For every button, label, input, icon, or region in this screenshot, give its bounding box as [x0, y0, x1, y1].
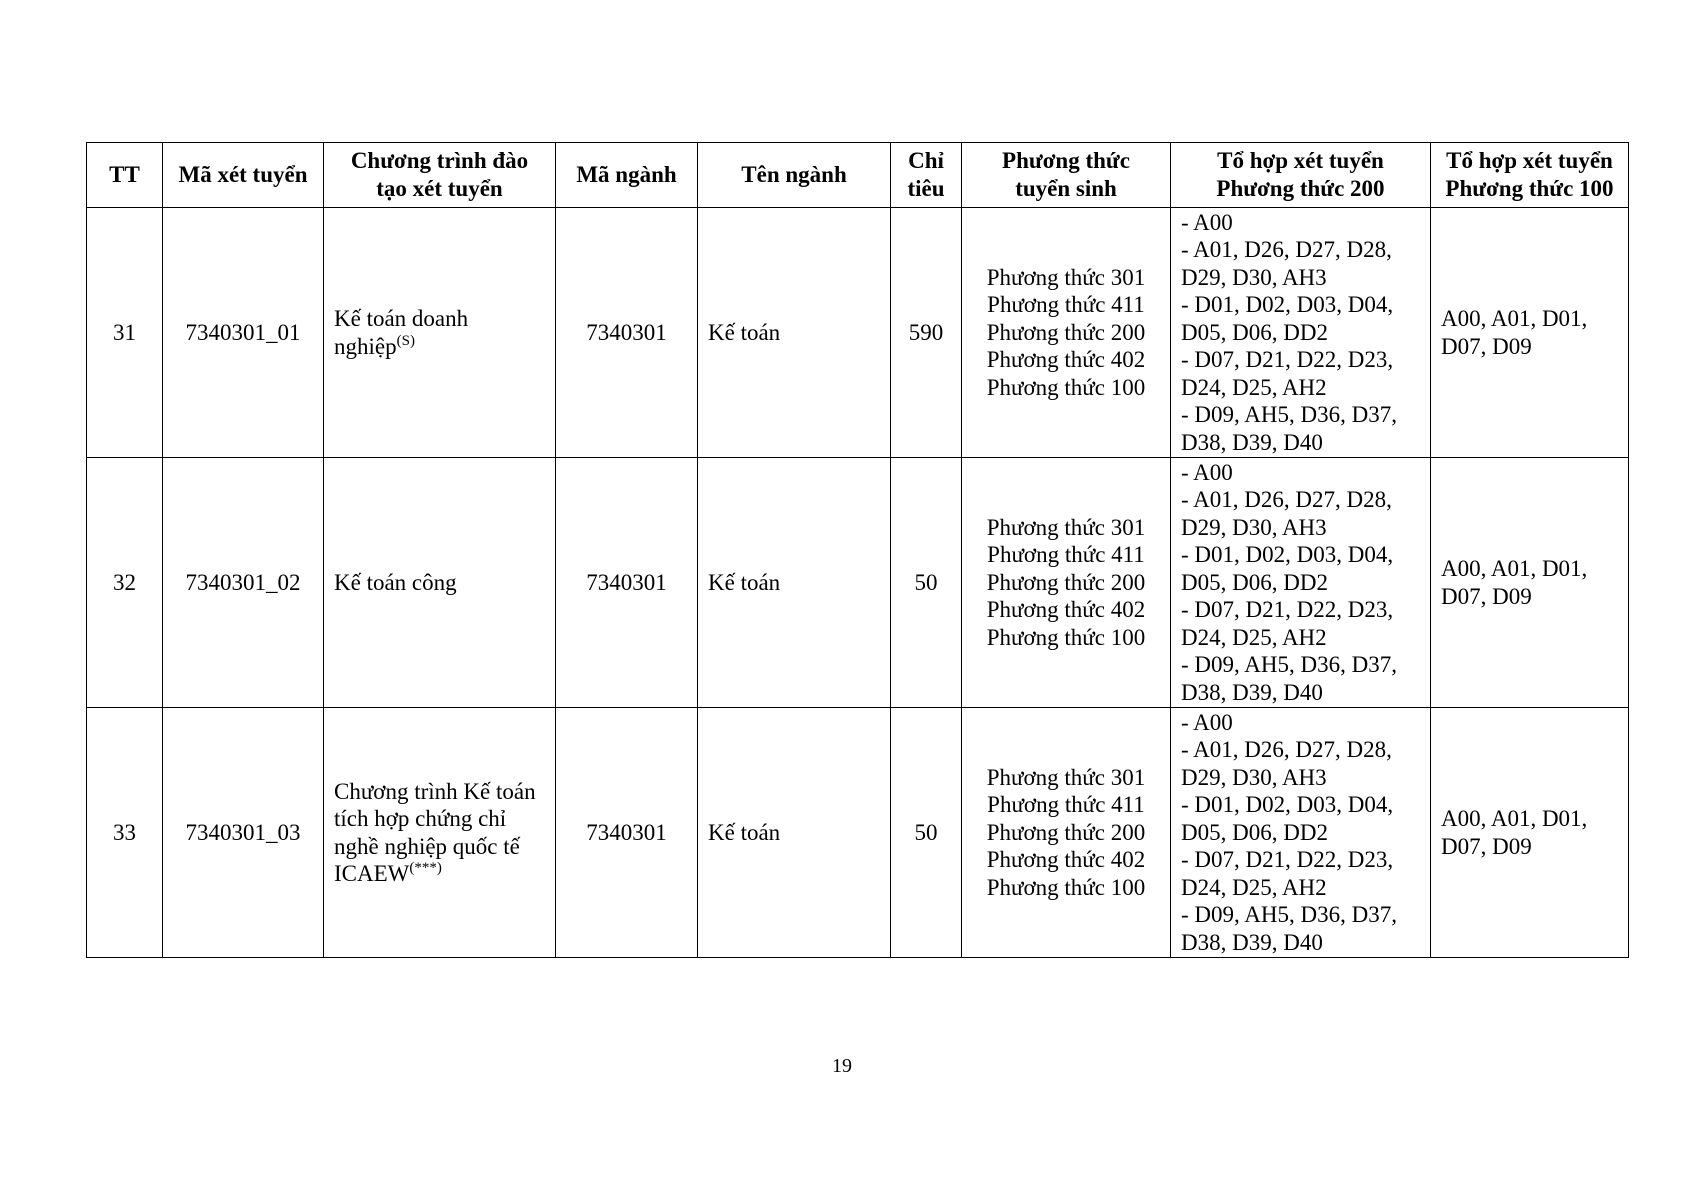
cell-ten-nganh: Kế toán [698, 458, 891, 708]
cell-ma-nganh: 7340301 [556, 458, 698, 708]
header-tt: TT [87, 143, 163, 208]
cell-ma-xet-tuyen: 7340301_02 [163, 458, 324, 708]
table-row [87, 458, 1629, 708]
table-header-row [87, 143, 1629, 208]
table-row [87, 708, 1629, 958]
header-chuong-trinh: Chương trình đào tạo xét tuyển [324, 143, 556, 208]
cell-chuong-trinh: Kế toán doanh nghiệp$^{(S)}$ [324, 208, 556, 458]
header-chi-tieu: Chỉ tiêu [891, 143, 962, 208]
footnote-marker: (***) [409, 860, 442, 876]
page-number: 19 [832, 1055, 852, 1077]
cell-to-hop-100: A00, A01, D01, D07, D09 [1431, 458, 1629, 708]
cell-to-hop-200: - A00 - A01, D26, D27, D28, D29, D30, AH3 - D01, D02, D03, D04, D05, D06, DD2 - D07, D21, D22, D23, D24, D25, AH2 - D09, AH5, D36, D37, D38, D39, D40 [1171, 458, 1431, 708]
cell-chuong-trinh: Chương trình Kế toán tích hợp chứng chỉ nghề nghiệp quốc tế ICAEW(***) [324, 708, 556, 958]
footnote-marker: (S) [396, 332, 415, 349]
cell-tt: 33 [87, 708, 163, 958]
cell-ma-nganh: 7340301 [556, 708, 698, 958]
cell-chi-tieu: 590 [891, 208, 962, 458]
cell-phuong-thuc: Phương thức 301 Phương thức 411 Phương thức 200 Phương thức 402 Phương thức 100 [962, 708, 1171, 958]
cell-ten-nganh: Kế toán [698, 208, 891, 458]
header-ten-nganh: Tên ngành [698, 143, 891, 208]
cell-ten-nganh: Kế toán [698, 708, 891, 958]
header-to-hop-200: Tổ hợp xét tuyển Phương thức 200 [1171, 143, 1431, 208]
cell-chi-tieu: 50 [891, 708, 962, 958]
header-ma-nganh: Mã ngành [556, 143, 698, 208]
cell-chi-tieu: 50 [891, 458, 962, 708]
cell-to-hop-100: A00, A01, D01, D07, D09 [1431, 208, 1629, 458]
cell-to-hop-100: A00, A01, D01, D07, D09 [1431, 708, 1629, 958]
header-phuong-thuc: Phương thức tuyển sinh [962, 143, 1171, 208]
cell-ma-xet-tuyen: 7340301_03 [163, 708, 324, 958]
cell-to-hop-200: - A00 - A01, D26, D27, D28, D29, D30, AH3 - D01, D02, D03, D04, D05, D06, DD2 - D07, D21, D22, D23, D24, D25, AH2 - D09, AH5, D36, D37, D38, D39, D40 [1171, 708, 1431, 958]
cell-ma-nganh: 7340301 [556, 208, 698, 458]
header-ma-xet-tuyen: Mã xét tuyển [163, 143, 324, 208]
cell-ma-xet-tuyen: 7340301_01 [163, 208, 324, 458]
admissions-table [86, 142, 1629, 958]
cell-chuong-trinh: Kế toán công [324, 458, 556, 708]
table-row [87, 208, 1629, 458]
cell-phuong-thuc: Phương thức 301 Phương thức 411 Phương thức 200 Phương thức 402 Phương thức 100 [962, 458, 1171, 708]
header-to-hop-100: Tổ hợp xét tuyển Phương thức 100 [1431, 143, 1629, 208]
cell-to-hop-200: - A00 - A01, D26, D27, D28, D29, D30, AH3 - D01, D02, D03, D04, D05, D06, DD2 - D07, D21, D22, D23, D24, D25, AH2 - D09, AH5, D36, D37, D38, D39, D40 [1171, 208, 1431, 458]
cell-phuong-thuc: Phương thức 301 Phương thức 411 Phương thức 200 Phương thức 402 Phương thức 100 [962, 208, 1171, 458]
cell-tt: 31 [87, 208, 163, 458]
cell-tt: 32 [87, 458, 163, 708]
